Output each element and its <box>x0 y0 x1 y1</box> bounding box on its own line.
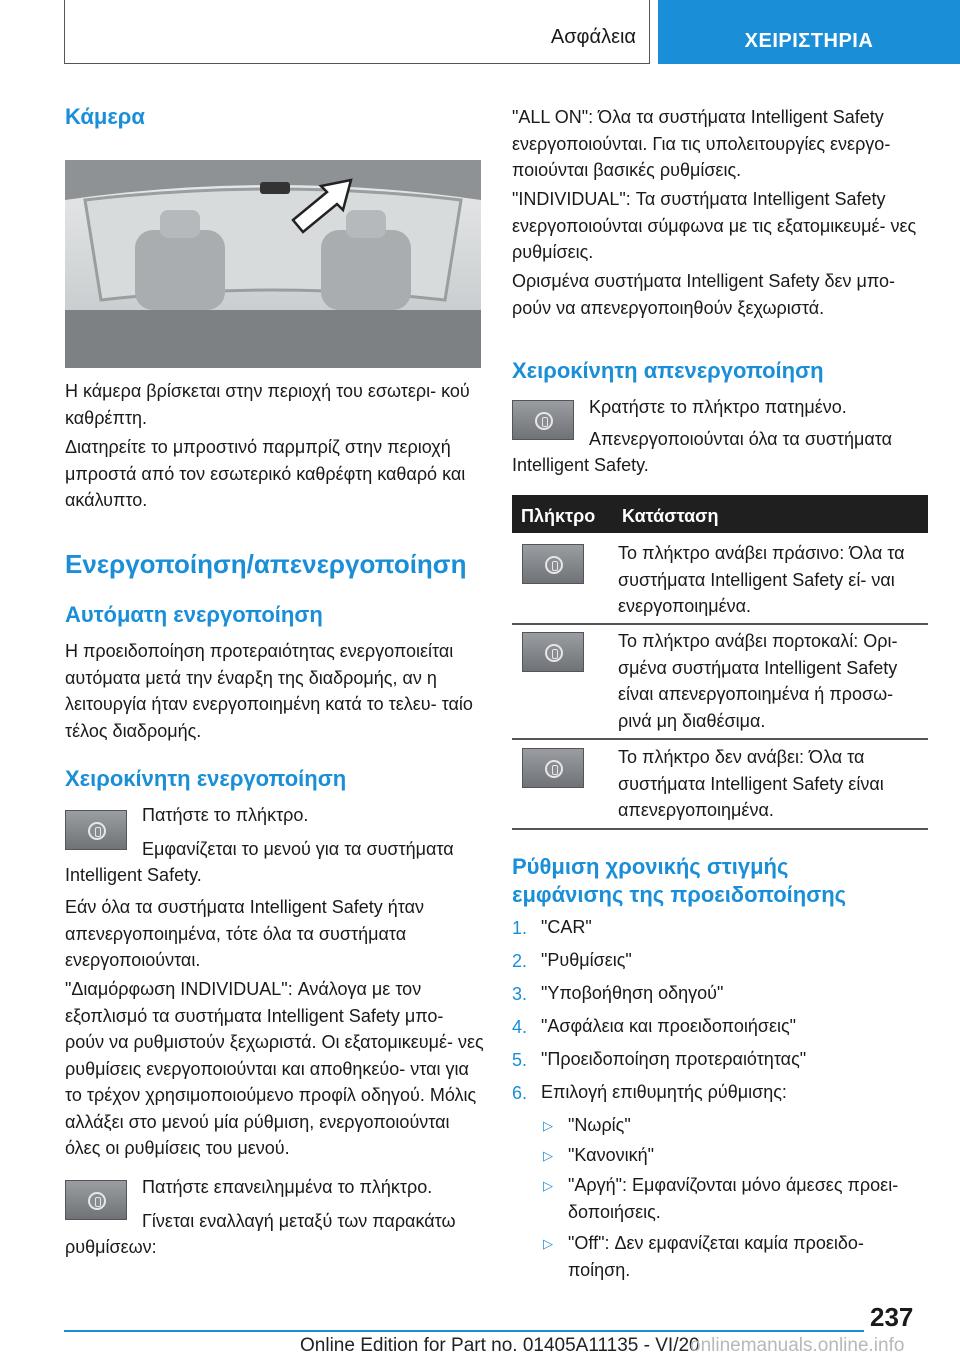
step-text: "Υποβοήθηση οδηγού" <box>541 983 724 1003</box>
table-row-status: Το πλήκτρο δεν ανάβει: Όλα τα συστήματα Intelligent Safety είναι απενεργοποιημένα. <box>618 747 884 820</box>
menu-appears-text-cont: Intelligent Safety. <box>65 865 202 885</box>
table-row-status: Το πλήκτρο ανάβει πορτοκαλί: Ορι‐ σμένα συστήματα Intelligent Safety είναι απενεργοποιημένα ή προσω‐ ρινά μη διαθέσιμα. <box>618 631 898 731</box>
option-text: "Νωρίς" <box>568 1115 631 1135</box>
all-deactivated-text-cont: Intelligent Safety. <box>512 455 649 475</box>
intelligent-safety-button-icon <box>65 810 127 850</box>
all-deactivated-text: Απενεργοποιούνται όλα τα συστήματα <box>589 429 893 449</box>
button-green-icon <box>522 544 584 584</box>
footer-divider <box>64 1330 864 1332</box>
table-divider <box>512 738 928 740</box>
intelligent-safety-button-icon <box>65 1180 127 1220</box>
bullet-triangle-icon: ▷ <box>543 1236 553 1251</box>
table-row-status: Το πλήκτρο ανάβει πράσινο: Όλα τα συστήματα Intelligent Safety εί‐ ναι ενεργοποιημένα. <box>618 543 905 616</box>
toggle-settings-text-cont: ρυθμίσεων: <box>65 1237 157 1257</box>
step-text: "Ρυθμίσεις" <box>541 950 632 970</box>
individual-text: "INDIVIDUAL": Τα συστήματα Intelligent Safety ενεργοποιούνται σύμφωνα με τις εξατομικευμέ‐ νες ρυθμίσεις. <box>512 189 917 262</box>
toggle-settings-text: Γίνεται εναλλαγή μεταξύ των παρακάτω <box>142 1211 456 1231</box>
intelligent-safety-button-icon <box>512 400 574 440</box>
option-text: "Αργή": Εμφανίζονται μόνο άμεσες προει‐ δοποιήσεις. <box>568 1175 899 1222</box>
all-on-text: "ALL ON": Όλα τα συστήματα Intelligent Safety ενεργοποιούνται. Για τις υπολειτουργίες ενεργο‐ ποιούνται βασικές ρυθμίσεις. <box>512 107 891 180</box>
auto-activation-text: Η προειδοποίηση προτεραιότητας ενεργοποιείται αυτόματα μετά την έναρξη της διαδρομής, αν η λειτουργία ήταν ενεργοποιημένη κατά το τελευ‐ ταίο τέλος διαδρομής. <box>65 641 473 741</box>
option-text: "Off": Δεν εμφανίζεται καμία προειδο‐ ποίηση. <box>568 1233 864 1280</box>
car-interior-illustration <box>65 160 481 368</box>
step-number: 5. <box>512 1050 528 1070</box>
step-text: "CAR" <box>541 917 592 937</box>
auto-activation-heading: Αυτόματη ενεργοποίηση <box>65 602 323 627</box>
step-text: "Προειδοποίηση προτεραιότητας" <box>541 1049 807 1069</box>
camera-location-text: Η κάμερα βρίσκεται στην περιοχή του εσωτερι‐ κού καθρέπτη. <box>65 381 470 428</box>
cannot-deactivate-text: Ορισμένα συστήματα Intelligent Safety δεν μπο‐ ρούν να απενεργοποιηθούν ξεχωριστά. <box>512 271 896 318</box>
step-number: 1. <box>512 918 528 938</box>
bullet-triangle-icon: ▷ <box>543 1178 553 1193</box>
bullet-triangle-icon: ▷ <box>543 1148 553 1163</box>
step-text: Επιλογή επιθυμητής ρύθμισης: <box>541 1082 787 1102</box>
camera-location-photo <box>65 160 481 368</box>
option-text: "Κανονική" <box>568 1145 654 1165</box>
activation-heading: Ενεργοποίηση/απενεργοποίηση <box>65 549 467 579</box>
column-header-status: Κατάσταση <box>622 506 719 526</box>
button-orange-icon <box>522 632 584 672</box>
manual-activation-heading: Χειροκίνητη ενεργοποίηση <box>65 766 347 791</box>
manual-deactivation-heading: Χειροκίνητη απενεργοποίηση <box>512 358 824 383</box>
step-number: 2. <box>512 951 528 971</box>
step-number: 3. <box>512 984 528 1004</box>
step-number: 6. <box>512 1083 528 1103</box>
individual-config-text: "Διαμόρφωση INDIVIDUAL": Ανάλογα με τον εξοπλισμό τα συστήματα Intelligent Safety μπο‐ ρούν να ρυθμιστούν ξεχωριστά. Οι εξατομικευμέ‐ νες ρυθμίσεις ενεργοποιούνται και αποθηκεύο‐ νται για το τρέχον χρησιμοποιούμενο προφίλ οδηγού. Μόλις αλλάξει στο μενού μία ρύθμιση, ενεργοποιούνται όλες οι ρυθμίσεις του μενού. <box>65 979 484 1158</box>
page-number: 237 <box>870 1302 914 1332</box>
table-divider <box>512 828 928 830</box>
bullet-triangle-icon: ▷ <box>543 1118 553 1133</box>
menu-appears-text: Εμφανίζεται το μενού για τα συστήματα <box>142 839 454 859</box>
table-divider <box>512 623 928 625</box>
camera-heading: Κάμερα <box>65 104 145 129</box>
status-table-header <box>512 495 928 533</box>
warning-timing-heading: Ρύθμιση χρονικής στιγμής <box>512 854 789 879</box>
section-title: Ασφάλεια <box>550 26 636 48</box>
watermark-text: onlinemanuals.online.info <box>690 1335 905 1356</box>
button-off-icon <box>522 748 584 788</box>
hold-button-text: Κρατήστε το πλήκτρο πατημένο. <box>589 397 847 417</box>
step-number: 4. <box>512 1017 528 1037</box>
warning-timing-heading-cont: εμφάνισης της προειδοποίησης <box>512 882 847 907</box>
press-repeatedly-text: Πατήστε επανειλημμένα το πλήκτρο. <box>142 1177 433 1197</box>
column-header-button: Πλήκτρο <box>521 506 596 526</box>
all-systems-activate-text: Εάν όλα τα συστήματα Intelligent Safety ήταν απενεργοποιημένα, τότε όλα τα συστήματα ενεργοποιούνται. <box>65 897 425 970</box>
edition-text: Online Edition for Part no. 01405A11135 - VI/20 <box>300 1335 700 1356</box>
step-text: "Ασφάλεια και προειδοποιήσεις" <box>541 1016 797 1036</box>
chapter-tab: ΧΕΙΡΙΣΤΗΡΙΑ <box>658 0 960 64</box>
press-button-text: Πατήστε το πλήκτρο. <box>142 805 309 825</box>
camera-keep-clean-text: Διατηρείτε το μπροστινό παρμπρίζ στην περιοχή μπροστά από τον εσωτερικό καθρέφτη καθαρό και ακάλυπτο. <box>65 437 466 510</box>
